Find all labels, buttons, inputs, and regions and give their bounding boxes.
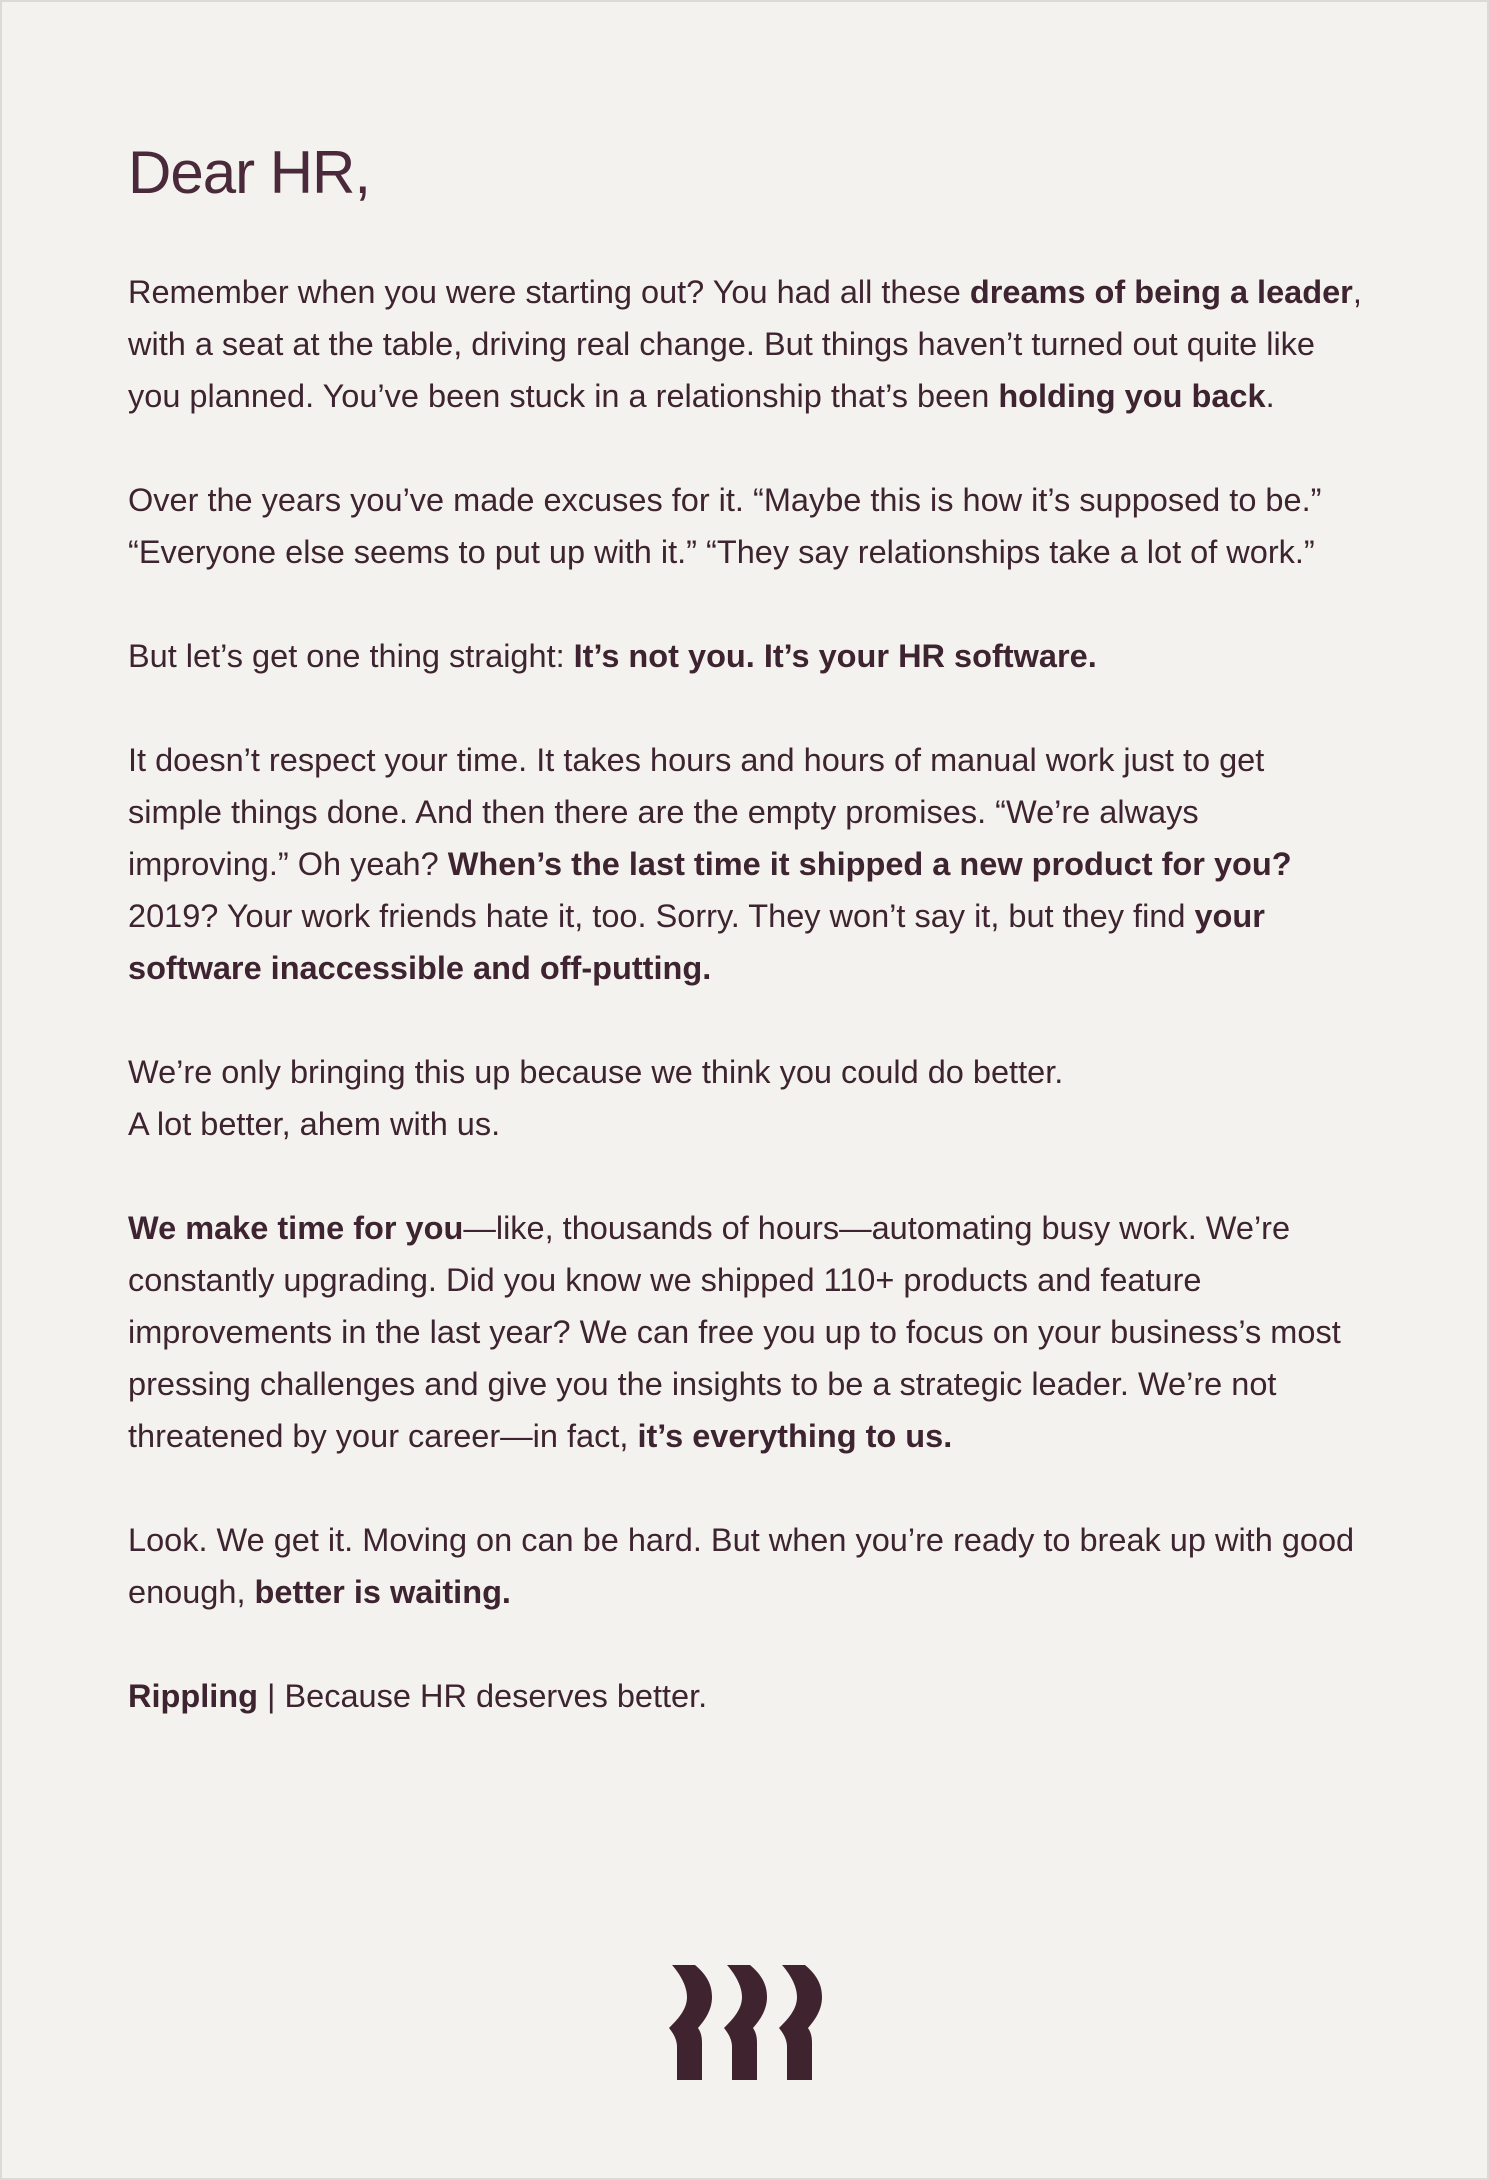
body-text: It doesn’t respect your time. It takes hours and hours of manual work just to get simple things done. And then there are the empty promises. “We’re always improving.” Oh yeah? [128,742,1265,882]
body-text: We’re only bringing this up because we think you could do better. [128,1054,1064,1090]
body-text: 2019? Your work friends hate it, too. Sorry. They won’t say it, but they find [128,898,1195,934]
logo-wave-3 [779,1965,822,2080]
body-text: | Because HR deserves better. [257,1678,708,1714]
emphasis-text: better is waiting. [254,1574,511,1610]
emphasis-text: holding you back [998,378,1266,414]
emphasis-text: It’s not you. It’s your HR software. [573,638,1097,674]
body-text: , with a seat at the table, driving real change. But things haven’t turned out quite like you planned. You’ve been stuck in a relationship that’s been [128,274,1362,414]
body-text: Over the years you’ve made excuses for it. “Maybe this is how it’s supposed to be.” “Everyone else seems to put up with it.” “They say relationships take a lot of work.” [128,482,1322,570]
body-text: . [1265,378,1275,414]
letter-paragraph [128,630,1363,682]
emphasis-text: your software inaccessible and off-putting. [128,898,1265,986]
letter-paragraph [128,1046,1363,1150]
letter-paragraph [128,266,1363,422]
emphasis-text: dreams of being a leader [969,274,1353,310]
logo-wave-2 [724,1965,767,2080]
body-text: Remember when you were starting out? You had all these [128,274,970,310]
logo-wave-1 [669,1965,712,2080]
letter-paragraph [128,734,1363,994]
body-text: —like, thousands of hours—automating busy work. We’re constantly upgrading. Did you know we shipped 110+ products and feature improvements in the last year? We can free you up to focus on your business’s most pressing challenges and give you the insights to be a strategic leader. We’re not threatened by your career—in fact, [128,1210,1341,1454]
body-text: But let’s get one thing straight: [128,638,574,674]
emphasis-text: Rippling [128,1678,258,1714]
rippling-logo-icon [669,1965,824,2083]
body-text: A lot better, ahem with us. [128,1106,501,1142]
emphasis-text: We make time for you [128,1210,464,1246]
letter-paragraph [128,1202,1363,1462]
emphasis-text: it’s everything to us. [637,1418,953,1454]
letter-paragraph [128,1514,1363,1618]
emphasis-text: When’s the last time it shipped a new product for you? [447,846,1292,882]
body-text: Look. We get it. Moving on can be hard. But when you’re ready to break up with good enough, [128,1522,1355,1610]
letter-body [128,266,1363,1774]
letter-paragraph [128,474,1363,578]
letter-greeting: Dear HR, [128,139,371,206]
signature-line [128,1670,1363,1722]
